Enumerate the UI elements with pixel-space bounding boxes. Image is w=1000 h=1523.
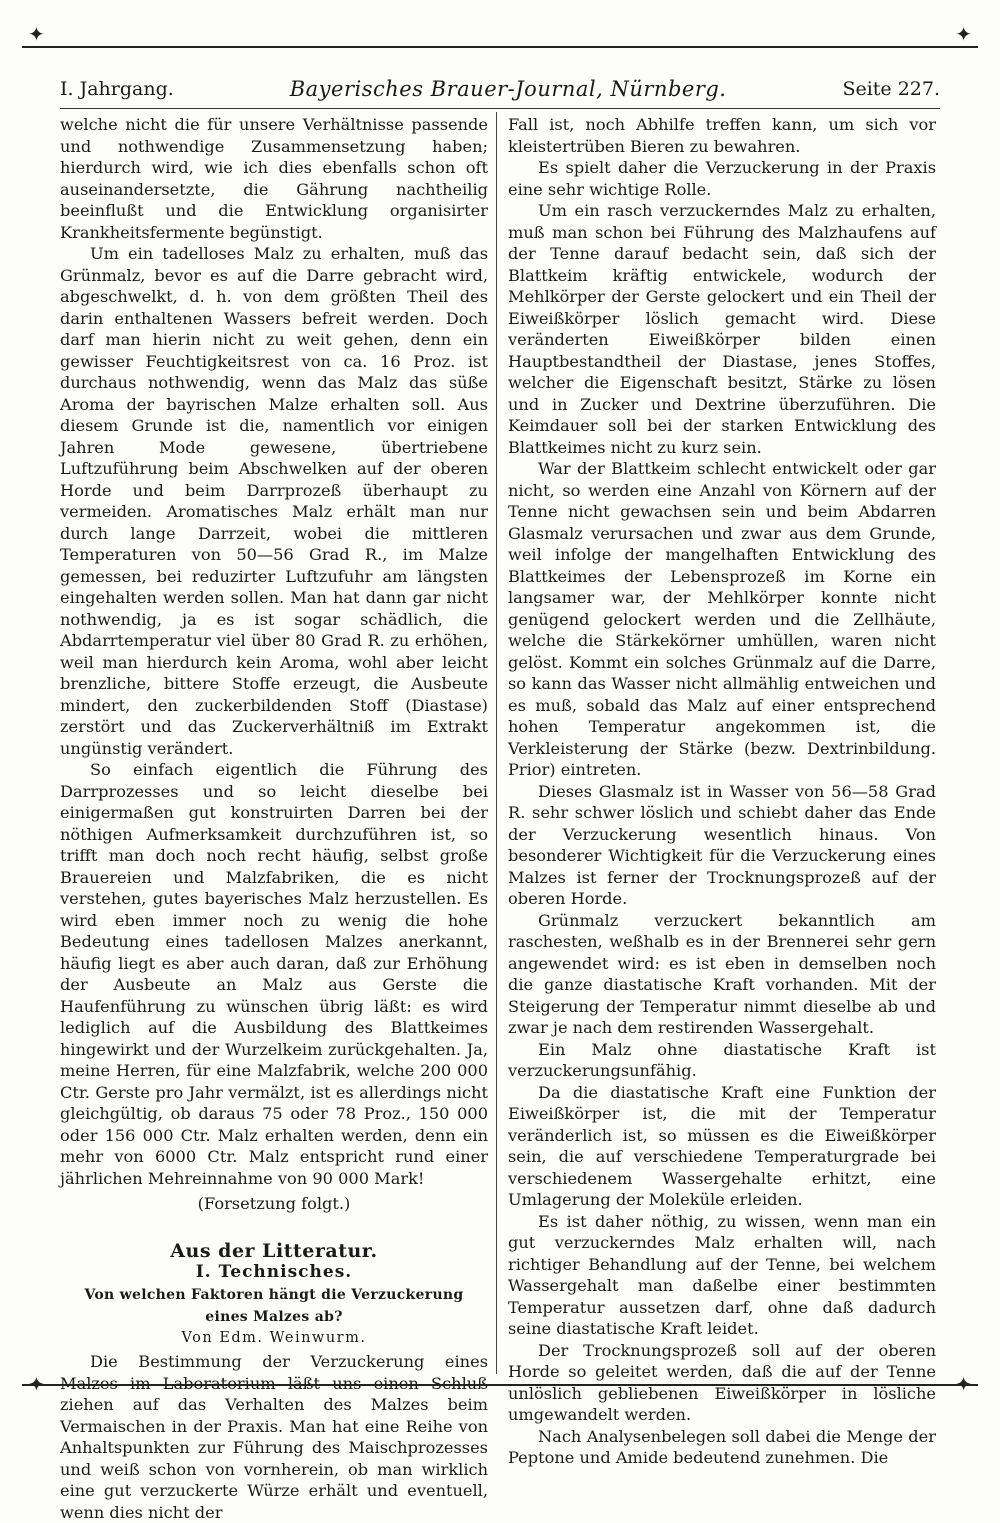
paragraph: Um ein tadelloses Malz zu erhalten, muß das Grünmalz, bevor es auf die Darre gebracht wird, abgeschwelkt, d. h. von dem größten Theil des darin enthaltenen Wassers befreit werden. Doch darf man hierin nicht zu weit gehen, denn ein gewisser Feuchtigkeitsrest von ca. 16 Proz. ist durchaus nothwendig, wenn das Malz das süße Aroma der bayrischen Malze erhalten soll. Aus diesem Grunde ist die, namentlich vor einigen Jahren Mode gewesene, übertriebene Luftzuführung beim Abschwelken auf der oberen Horde und beim Darrprozeß überhaupt zu vermeiden. Aromatisches Malz erhält man nur durch lange Darrzeit, wobei die mittleren Temperaturen von 50—56 Grad R., im Malze gemessen, bei reduzirter Luftzufuhr am längsten eingehalten werden sollen. Man hat dann gar nicht nothwendig, ja es ist sogar schädlich, die Abdarrtemperatur viel über 80 Grad R. zu erhöhen, weil man hierdurch kein Aroma, wohl aber leicht brenzliche, bittere Stoffe erzeugt, die Ausbeute mindert, den zuckerbildenden Stoff (Diastase) zerstört und das Zuckerverhältniß im Extrakt ungünstig verändert. [60,244,488,758]
column-divider [496,112,497,1374]
paragraph: Die Bestimmung der Verzuckerung eines Malzes im Laboratorium läßt uns einen Schluß ziehen auf das Verhalten des Malzes beim Vermaischen in der Praxis. Man hat eine Reihe von Anhaltspunkten zur Führung des Maischprozesses und weiß schon von vornherein, ob man wirklich eine gut verzuckerte Würze erhält und eventuell, wenn dies nicht der [60,1352,488,1522]
paragraph: Um ein rasch verzuckerndes Malz zu erhalten, muß man schon bei Führung des Malzhaufens auf der Tenne darauf bedacht sein, daß sich der Blattkeim kräftig entwickele, wodurch der Mehlkörper der Gerste gelockert und ein Theil der Eiweißkörper löslich gemacht wird. Diese veränderten Eiweißkörper bilden einen Hauptbestandtheil der Diastase, jenes Stoffes, welcher die Eigenschaft besitzt, Stärke zu lösen und in Zucker und Dextrine überzuführen. Die Keimdauer soll bei der starken Entwicklung des Blattkeimes nicht zu kurz sein. [508,201,936,457]
bottom-rule [22,1384,978,1386]
article-author: Von Edm. Weinwurm. [181,1329,367,1346]
corner-ornament-bottom-right: ✦ [955,1372,972,1396]
paragraph: welche nicht die für unsere Verhältnisse passende und nothwendige Zusammensetzung haben; hierdurch wird, wie ich dies ebenfalls schon oft auseinandersetzte, die Gährung nachtheilig beeinflußt und die Entwicklung organisirter Krankheitsfermente begünstigt. [60,115,488,242]
section-subtitle: I. Technisches. [195,1262,353,1282]
paragraph: Grünmalz verzuckert bekanntlich am raschesten, weßhalb es in der Brennerei sehr gern angewendet wird: es ist eben in demselben noch die ganze diastatische Kraft vorhanden. Mit der Steigerung der Temperatur nimmt dieselbe ab und zwar je nach dem restirenden Wassergehalt. [508,910,936,1037]
right-column [508,114,936,1469]
volume-label: I. Jahrgang. [60,78,174,100]
left-column [60,114,488,1523]
corner-ornament-bottom-left: ✦ [28,1372,45,1396]
paragraph: So einfach eigentlich die Führung des Darrprozesses und so leicht dieselbe bei einigermaßen gut konstruirten Darren bei der nöthigen Aufmerksamkeit durchzuführen ist, so trifft man doch noch recht häufig, selbst große Brauereien und Malzfabriken, die es nicht verstehen, gutes bayerisches Malz herzustellen. Es wird eben immer noch zu wenig die hohe Bedeutung eines tadellosen Malzes anerkannt, häufig liegt es aber auch daran, daß zur Erhöhung der Ausbeute an Malz aus Gerste die Haufenführung zu wünschen übrig läßt: es wird lediglich auf die Ausbildung des Blattkeimes hingewirkt und der Wurzelkeim zurückgehalten. Ja, meine Herren, für eine Malzfabrik, welche 200 000 Ctr. Gerste pro Jahr vermälzt, ist es allerdings nicht gleichgültig, ob daraus 75 oder 78 Proz., 150 000 oder 156 000 Ctr. Malz erhalten werden, denn ein mehr von 6000 Ctr. Malz entspricht rund einer jährlichen Mehreinnahme von 90 000 Mark! [60,760,488,1188]
paragraph: Ein Malz ohne diastatische Kraft ist verzuckerungsunfähig. [508,1039,936,1080]
journal-title: Bayerisches Brauer-Journal, Nürnberg. [289,77,727,101]
paragraph: Dieses Glasmalz ist in Wasser von 56—58 Grad R. sehr schwer löslich und schiebt daher das Ende der Verzuckerung wesentlich hinaus. Von besonderer Wichtigkeit für die Verzuckerung eines Malzes ist ferner der Trocknungsprozeß auf der oberen Horde. [508,781,936,908]
corner-ornament-top-left: ✦ [28,22,45,46]
page-number: Seite 227. [842,78,940,100]
paragraph: War der Blattkeim schlecht entwickelt oder gar nicht, so werden eine Anzahl von Körnern auf der Tenne nicht gewachsen sein und beim Abdarren Glasmalz verursachen und zwar aus dem Grunde, weil infolge der mangelhaften Entwicklung des Blattkeimes der Lebensprozeß im Korne ein langsamer war, der Mehlkörper konnte nicht genügend gelockert werden und die Zellhäute, welche die Stärkekörner umhüllen, waren nicht gelöst. Kommt ein solches Grünmalz auf die Darre, so kann das Wasser nicht allmählig entweichen und es muß, sobald das Malz auf einer entsprechend hohen Temperatur angekommen ist, die Verkleisterung der Stärke (bezw. Dextrinbildung. Prior) eintreten. [508,459,936,779]
section-title: Aus der Litteratur. [170,1239,378,1262]
paragraph: Der Trocknungsprozeß soll auf der oberen Horde so geleitet werden, daß die auf der Tenne unlöslich gebliebenen Eiweißkörper in lösliche umgewandelt werden. [508,1340,936,1424]
paragraph: Da die diastatische Kraft eine Funktion der Eiweißkörper ist, die mit der Temperatur veränderlich ist, so müssen es die Eiweißkörper sein, die auf verschiedene Temperaturgrade bei verschiedenem Wassergehalte erhitzt, eine Umlagerung der Moleküle erleiden. [508,1082,936,1209]
article-title: Von welchen Faktoren hängt die Verzuckerung eines Malzes ab? [84,1286,464,1325]
paragraph: Fall ist, noch Abhilfe treffen kann, um sich vor kleistertrüben Bieren zu bewahren. [508,115,936,156]
top-rule [22,46,978,48]
paragraph: Es ist daher nöthig, zu wissen, wenn man ein gut verzuckerndes Malz erhalten will, nach richtiger Behandlung auf der Tenne, bei welchem Wassergehalt man daßelbe einer bestimmten Temperatur aussetzen darf, ohne daß dadurch seine diastatische Kraft leidet. [508,1211,936,1338]
continuation-note: (Forsetzung folgt.) [197,1194,351,1213]
header-rule [60,108,940,109]
paragraph: Nach Analysenbelegen soll dabei die Menge der Peptone und Amide bedeutend zunehmen. Die [508,1426,936,1467]
page-header [60,74,940,104]
corner-ornament-top-right: ✦ [955,22,972,46]
paragraph: Es spielt daher die Verzuckerung in der Praxis eine sehr wichtige Rolle. [508,158,936,199]
